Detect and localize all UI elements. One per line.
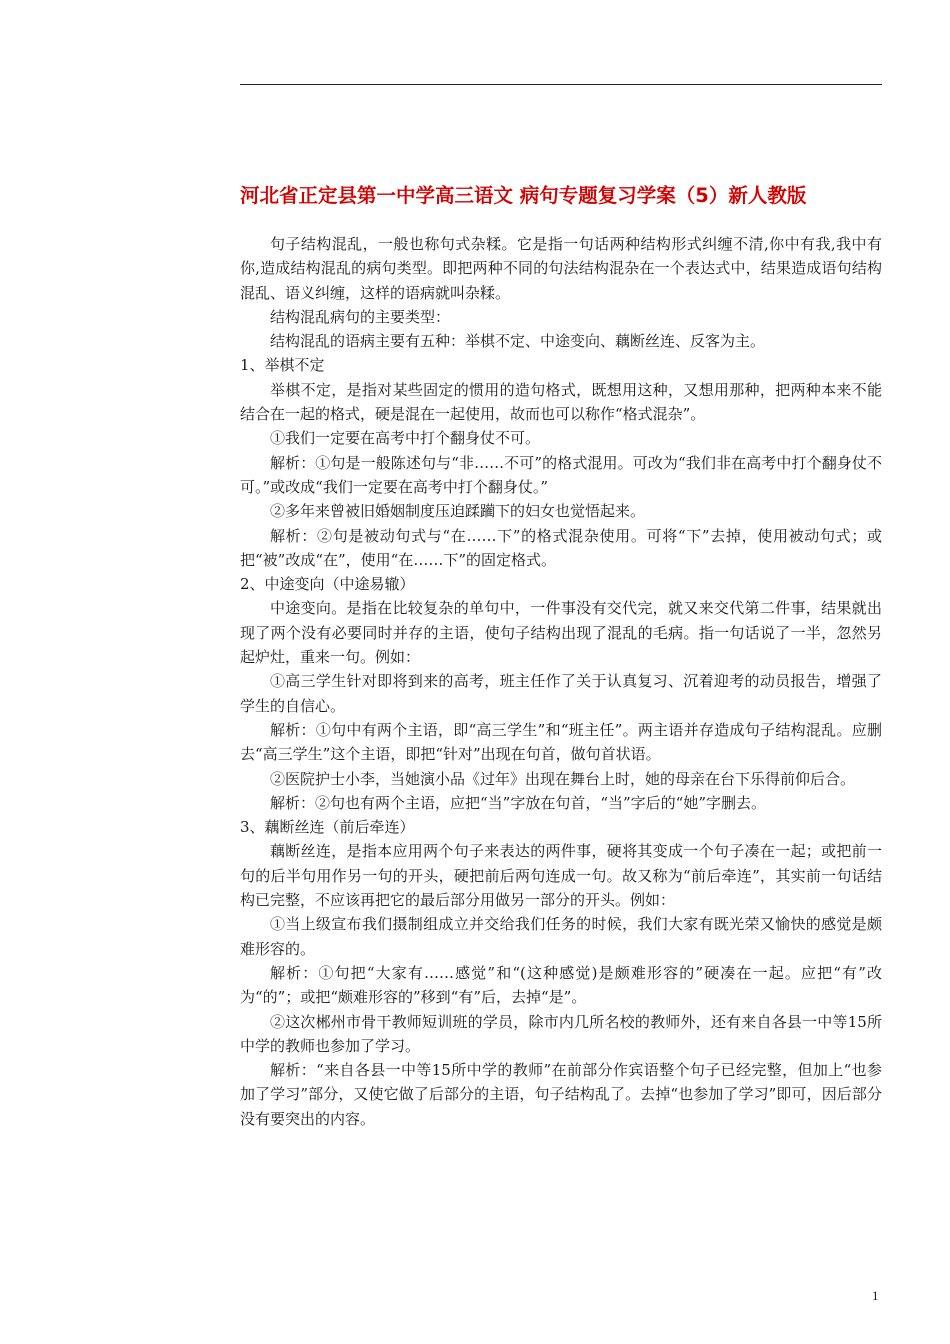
paragraph: 举棋不定，是指对某些固定的惯用的造句格式，既想用这种，又想用那种，把两种本来不能结合在一起的格式，硬是混在一起使用，故而也可以称作“格式混杂”。 [240, 380, 882, 424]
paragraph: ①我们一定要在高考中打个翻身仗不可。 [270, 429, 541, 448]
paragraph: 句子结构混乱，一般也称句式杂糅。它是指一句话两种结构形式纠缠不清,你中有我,我中有你,造成结构混乱的病句类型。即把两种不同的句法结构混杂在一个表达式中，结果造成语句结构混乱、语义纠缠，这样的语病就叫杂糅。 [240, 235, 882, 302]
section-heading: 2、中途变向（中途易辙） [240, 575, 415, 594]
paragraph: 解析：②句也有两个主语，应把“当”字放在句首，“当”字后的“她”字删去。 [270, 793, 767, 812]
paragraph: 解析：“来自各县一中等15所中学的教师”在前部分作宾语整个句子已经完整，但加上“也参加了学习”部分，又使它做了后部分的主语，句子结构乱了。去掉“也参加了学习”即可，因后部分没有要突出的内容。 [240, 1061, 882, 1128]
section-heading: 1、举棋不定 [240, 356, 325, 375]
paragraph: 中途变向。是指在比较复杂的单句中，一件事没有交代完，就又来交代第二件事，结果就出现了两个没有必要同时并存的主语，使句子结构出现了混乱的毛病。指一句话说了一半，忽然另起炉灶，重来一句。例如： [240, 599, 882, 667]
document-body [240, 232, 882, 1131]
header-rule [240, 84, 882, 85]
paragraph: ②这次郴州市骨干教师短训班的学员，除市内几所名校的教师外，还有来自各县一中等15所中学的教师也参加了学习。 [240, 1012, 882, 1055]
page-number: 1 [872, 1288, 879, 1303]
paragraph: ②多年来曾被旧婚姻制度压迫蹂躏下的妇女也觉悟起来。 [270, 502, 646, 521]
paragraph: 解析：①句中有两个主语，即“高三学生”和“班主任”。两主语并存造成句子结构混乱。应删去“高三学生”这个主语，即把“针对”出现在句首，做句首状语。 [240, 720, 882, 764]
paragraph: 结构混乱病句的主要类型： [270, 307, 451, 326]
document-title: 河北省正定县第一中学高三语文 病句专题复习学案（5）新人教版 [240, 184, 807, 207]
paragraph: ②医院护士小李，当她演小品《过年》出现在舞台上时，她的母亲在台下乐得前仰后合。 [270, 769, 856, 788]
paragraph: ①高三学生针对即将到来的高考，班主任作了关于认真复习、沉着迎考的动员报告，增强了学生的自信心。 [240, 672, 882, 715]
paragraph: 解析：②句是被动句式与“在……下”的格式混杂使用。可将“下”去掉，使用被动句式；或把“被”改成“在”，使用“在……下”的固定格式。 [240, 526, 882, 569]
paragraph: 结构混乱的语病主要有五种：举棋不定、中途变向、藕断丝连、反客为主。 [270, 332, 766, 351]
paragraph: 藕断丝连，是指本应用两个句子来表达的两件事，硬将其变成一个句子凑在一起；或把前一句的后半句用作另一句的开头，硬把前后两句连成一句。故又称为“前后牵连”，其实前一句话结构已完整，不应该再把它的最后部分用做另一部分的开头。例如： [240, 842, 882, 910]
paragraph: ①当上级宣布我们摄制组成立并交给我们任务的时候，我们大家有既光荣又愉快的感觉是颇难形容的。 [240, 915, 882, 958]
paragraph: 解析：①句把“大家有……感觉”和“(这种感觉)是颇难形容的”硬凑在一起。应把“有”改为“的”；或把“颇难形容的”移到“有”后，去掉“是”。 [240, 963, 882, 1007]
paragraph: 解析：①句是一般陈述句与“非……不可”的格式混用。可改为“我们非在高考中打个翻身仗不可。”或改成“我们一定要在高考中打个翻身仗。” [240, 453, 882, 496]
section-heading: 3、藕断丝连（前后牵连） [240, 818, 415, 837]
